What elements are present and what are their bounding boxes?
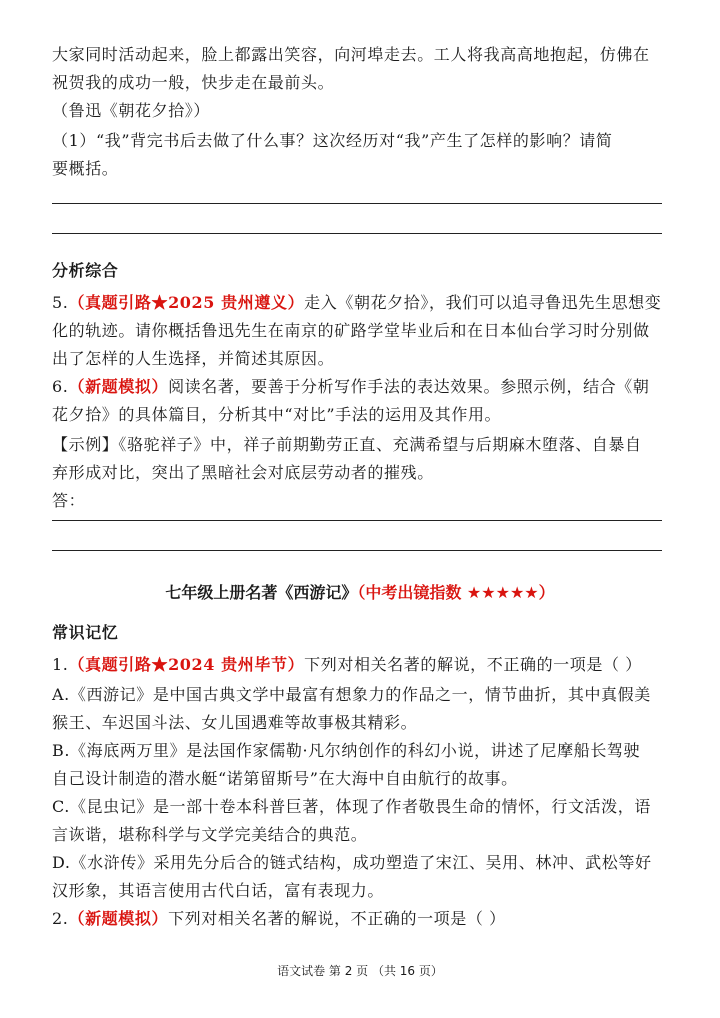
source-tag: （真题引路★2025 贵州遵义）	[68, 293, 305, 312]
question-text: 阅读名著，要善于分析写作手法的表达效果。参照示例，结合《朝	[168, 377, 650, 396]
section-title-tag: （中考出镜指数 ★★★★★）	[357, 583, 555, 602]
page-footer: 语文试卷 第 2 页 （共 16 页）	[277, 964, 443, 978]
option-b-line-1: B.《海底两万里》是法国作家儒勒·凡尔纳创作的科幻小说，讲述了尼摩船长驾驶	[52, 741, 641, 760]
question-1	[52, 654, 662, 676]
q6-line-2: 花夕拾》的具体篇目，分析其中“对比”手法的运用及其作用。	[52, 405, 502, 424]
section-heading-memory: 常识记忆	[52, 623, 119, 642]
passage-source: （鲁迅《朝花夕拾》）	[52, 101, 211, 120]
question-number: 5.	[52, 293, 69, 312]
source-tag: （新题模拟）	[68, 909, 169, 928]
section-title	[0, 582, 720, 604]
answer-rule	[52, 203, 662, 204]
question-5	[52, 292, 662, 314]
option-c-line-2: 言诙谐，堪称科学与文学完美结合的典范。	[52, 825, 368, 844]
option-a-line-2: 猴王、车迟国斗法、女儿国遇难等故事极其精彩。	[52, 713, 418, 732]
example-line-2: 弃形成对比，突出了黑暗社会对底层劳动者的摧残。	[52, 463, 434, 482]
answer-rule	[52, 550, 662, 551]
section-heading-analysis: 分析综合	[52, 261, 119, 280]
option-d-line-1: D.《水浒传》采用先分后合的链式结构，成功塑造了宋江、吴用、林冲、武松等好	[52, 853, 652, 872]
answer-rule	[52, 233, 662, 234]
q1-line-2: 要概括。	[52, 159, 119, 178]
option-b-line-2: 自己设计制造的潜水艇“诺第留斯号”在大海中自由航行的故事。	[52, 769, 518, 788]
option-c-line-1: C.《昆虫记》是一部十卷本科普巨著，体现了作者敬畏生命的情怀，行文活泼，语	[52, 797, 651, 816]
q1-line-1: （1）“我”背完书后去做了什么事？这次经历对“我”产生了怎样的影响？请简	[52, 131, 613, 150]
question-number: 6.	[52, 377, 69, 396]
section-title-main: 七年级上册名著《西游记》	[165, 583, 358, 602]
question-text: 下列对相关名著的解说，不正确的一项是（ ）	[304, 655, 642, 674]
answer-label: 答：	[52, 491, 86, 510]
question-2	[52, 908, 662, 930]
q5-line-3: 出了怎样的人生选择，并简述其原因。	[52, 349, 335, 368]
answer-rule	[52, 520, 662, 521]
passage-line-2: 祝贺我的成功一般，快步走在最前头。	[52, 73, 335, 92]
option-a-line-1: A.《西游记》是中国古典文学中最富有想象力的作品之一，情节曲折，其中真假美	[52, 685, 651, 704]
example-line-1: 【示例】《骆驼祥子》中，祥子前期勤劳正直、充满希望与后期麻木堕落、自暴自	[52, 435, 642, 454]
question-text: 走入《朝花夕拾》，我们可以追寻鲁迅先生思想变	[304, 293, 662, 312]
q5-line-2: 化的轨迹。请你概括鲁迅先生在南京的矿路学堂毕业后和在日本仙台学习时分别做	[52, 321, 650, 340]
source-tag: （真题引路★2024 贵州毕节）	[68, 655, 305, 674]
question-text: 下列对相关名著的解说，不正确的一项是（ ）	[168, 909, 506, 928]
passage-line-1: 大家同时活动起来，脸上都露出笑容，向河埠走去。工人将我高高地抱起，仿佛在	[52, 45, 650, 64]
option-d-line-2: 汉形象，其语言使用古代白话，富有表现力。	[52, 881, 385, 900]
source-tag: （新题模拟）	[68, 377, 169, 396]
question-6	[52, 376, 662, 398]
question-number: 2.	[52, 909, 69, 928]
question-number: 1.	[52, 655, 69, 674]
